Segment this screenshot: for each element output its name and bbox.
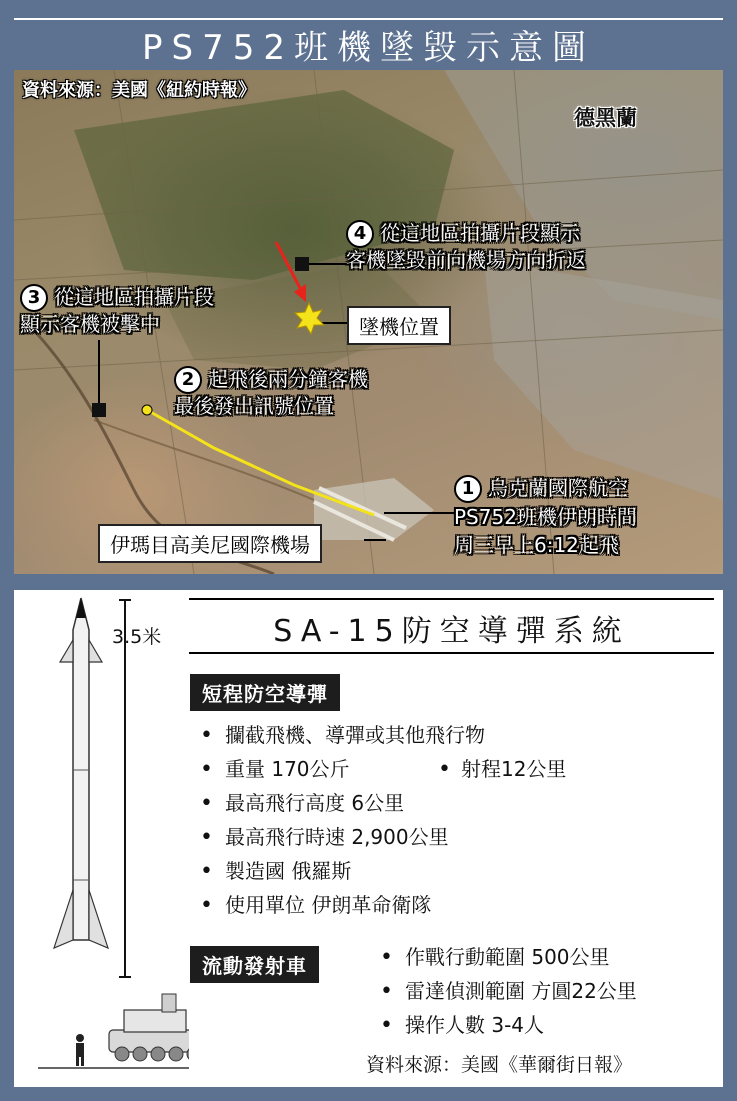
range-item: • 射程12公里	[438, 752, 566, 787]
missile-info-panel	[14, 590, 723, 1087]
system-title-bottom-rule	[189, 652, 714, 654]
callout-2	[174, 366, 368, 419]
missile-feature: • 製造國 俄羅斯	[200, 854, 485, 888]
callout-4-marker	[295, 257, 309, 271]
callout-4-line-2: 客機墜毀前向機場方向折返	[346, 248, 586, 272]
callout-2-number: 2	[174, 366, 202, 394]
launcher-heading: 流動發射車	[190, 946, 319, 983]
missile-illustration	[14, 590, 189, 1087]
missile-feature: • 使用單位 伊朗革命衛隊	[200, 888, 485, 922]
callout-1-line-2: PS752班機伊朗時間	[454, 505, 637, 529]
system-title-top-rule	[189, 598, 714, 600]
callout-4	[346, 220, 586, 273]
soldier-icon	[76, 1034, 84, 1066]
missile-feature-list	[200, 718, 485, 922]
map-source: 資料來源：美國《紐約時報》	[22, 80, 256, 101]
crash-site-label: 墜機位置	[347, 306, 451, 345]
info-source: 資料來源：美國《華爾街日報》	[366, 1054, 633, 1076]
missile-feature: • 重量 170公斤	[200, 752, 485, 786]
system-title: SA-15防空導彈系統	[273, 614, 630, 649]
launcher-feature: • 操作人數 3-4人	[380, 1008, 637, 1042]
callout-1	[454, 474, 637, 559]
callout-2-line-2: 最後發出訊號位置	[174, 394, 334, 418]
launcher-vehicle-icon	[109, 994, 189, 1061]
launcher-feature-list	[380, 940, 637, 1042]
callout-3-line-1: 從這地區拍攝片段	[54, 285, 214, 309]
missile-feature: • 最高飛行高度 6公里	[200, 786, 485, 820]
callout-3-line-2: 顯示客機被擊中	[20, 312, 160, 336]
callout-3	[20, 284, 214, 337]
callout-3-marker	[92, 403, 106, 417]
callout-1-line-3: 周三早上6:12起飛	[454, 533, 619, 557]
airport-label: 伊瑪目高美尼國際機場	[98, 524, 322, 563]
callout-3-number: 3	[20, 284, 48, 312]
city-label: 德黑蘭	[574, 105, 637, 130]
missile-icon	[54, 598, 108, 948]
missile-feature: • 攔截飛機、導彈或其他飛行物	[200, 718, 485, 752]
callout-1-number: 1	[454, 475, 482, 503]
bottom-rule	[14, 1092, 723, 1094]
missile-heading: 短程防空導彈	[190, 674, 340, 711]
callout-4-number: 4	[346, 220, 374, 248]
launcher-feature: • 雷達偵測範圍 方圓22公里	[380, 974, 637, 1008]
callout-1-line-1: 烏克蘭國際航空	[488, 476, 628, 500]
height-label: 3.5米	[112, 626, 162, 648]
height-scale	[119, 600, 131, 977]
callout-4-line-1: 從這地區拍攝片段顯示	[380, 221, 580, 245]
airport-runways	[314, 478, 434, 540]
missile-feature: • 最高飛行時速 2,900公里	[200, 820, 485, 854]
launcher-feature: • 作戰行動範圍 500公里	[380, 940, 637, 974]
main-title: PS752班機墜毀示意圖	[142, 27, 595, 68]
callout-2-line-1: 起飛後兩分鐘客機	[208, 367, 368, 391]
last-signal-marker	[142, 405, 152, 415]
satellite-map	[14, 70, 723, 574]
